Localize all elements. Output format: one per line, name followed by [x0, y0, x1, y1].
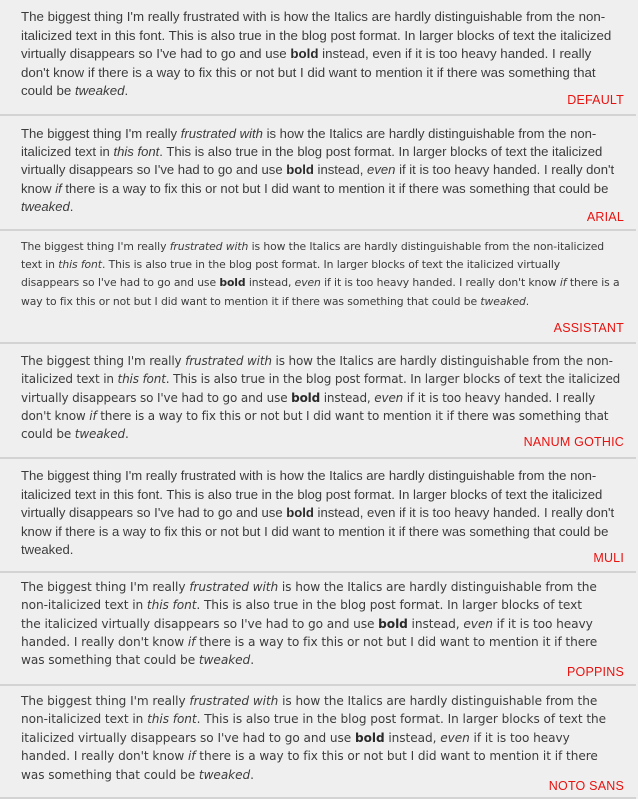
text-segment: if it is too heavy handed. I really don't know: [21, 390, 596, 423]
italic-segment: frustrated with: [180, 126, 263, 141]
bold-segment: bold: [286, 505, 314, 520]
italic-segment: this font: [147, 712, 197, 727]
text-segment: instead,: [313, 162, 368, 178]
text-segment: if it is too heavy handed. I really don't know: [21, 162, 615, 196]
sample-paragraph: [21, 352, 623, 443]
font-sample-default: [0, 0, 636, 114]
text-segment: there is a way to fix this or not but I did want to mention it if there was something that could be: [61, 180, 609, 196]
text-segment: The biggest thing I'm really: [21, 468, 181, 483]
text-segment: if it is too heavy handed. I really don't know: [320, 276, 560, 290]
text-segment: there is a way to fix this or not but I did want to mention it if there was something that could be: [61, 523, 609, 539]
text-segment: there is a way to fix this or not but I did want to mention it if there was something that could be: [21, 749, 598, 782]
italic-segment: this font: [114, 27, 162, 43]
bold-segment: bold: [354, 730, 385, 745]
text-segment: instead,: [245, 276, 295, 290]
italic-segment: even: [294, 276, 321, 290]
text-segment: there is a way to fix this or not but I did want to mention it if there was something that could be: [21, 634, 598, 668]
italic-segment: this font: [113, 486, 160, 502]
font-sample-assistant: [0, 229, 636, 342]
font-label: NANUM GOTHIC: [523, 435, 624, 449]
italic-segment: if: [55, 180, 62, 196]
text-segment: The biggest thing I'm really: [21, 694, 190, 708]
text-segment: The biggest thing I'm really: [21, 240, 170, 253]
text-segment: . This is also true in the blog post format. In larger blocks of text the italicized virtually disappears so I've had to go and use: [21, 258, 561, 290]
italic-segment: if: [187, 749, 196, 764]
italic-segment: if: [187, 634, 196, 649]
bold-segment: bold: [291, 390, 321, 405]
sample-paragraph: [21, 238, 621, 311]
text-segment: is how the Italics are hardly distinguishable from the non-italicized text in: [21, 9, 606, 43]
italic-segment: tweaked: [21, 198, 70, 214]
italic-segment: tweaked: [21, 542, 70, 557]
italic-segment: tweaked: [74, 83, 125, 98]
sample-paragraph: [21, 467, 621, 560]
font-label: ASSISTANT: [553, 321, 624, 335]
text-segment: there is a way to fix this or not but I did want to mention it if there was something that could be: [21, 276, 620, 308]
sample-paragraph: [21, 578, 601, 669]
italic-segment: this font: [117, 372, 166, 387]
text-segment: The biggest thing I'm really: [21, 9, 184, 24]
italic-segment: frustrated with: [169, 240, 249, 253]
font-label: POPPINS: [567, 665, 624, 679]
italic-segment: tweaked: [74, 427, 125, 442]
font-label: MULI: [593, 551, 624, 565]
italic-segment: this font: [58, 258, 102, 272]
italic-segment: frustrated with: [180, 468, 263, 483]
text-segment: there is a way to fix this or not but I did want to mention it if there was something that could be: [21, 408, 609, 442]
text-segment: The biggest thing I'm really: [21, 126, 181, 141]
text-segment: is how the Italics are hardly distinguishable from the non-italicized text in: [21, 240, 605, 272]
italic-segment: even: [372, 46, 402, 61]
italic-segment: tweaked: [198, 653, 251, 668]
italic-segment: if: [55, 523, 62, 539]
text-segment: if it is too heavy handed. I really don't know: [21, 730, 570, 764]
bold-segment: bold: [219, 276, 246, 290]
font-label: ARIAL: [586, 210, 624, 224]
italic-segment: if: [87, 64, 95, 80]
text-segment: instead,: [313, 505, 368, 520]
text-segment: .: [69, 198, 74, 214]
font-label: DEFAULT: [567, 93, 624, 107]
font-sample-muli: [0, 457, 636, 571]
text-segment: .: [525, 294, 530, 308]
bold-segment: bold: [290, 46, 319, 61]
text-segment: if it is too heavy handed. I really don't know: [21, 616, 593, 649]
italic-segment: tweaked: [198, 767, 251, 782]
text-segment: is how the Italics are hardly distinguishable from the non-italicized text in: [21, 468, 597, 502]
text-segment: .: [69, 542, 74, 557]
text-segment: is how the Italics are hardly distinguishable from the non-italicized text in: [21, 354, 613, 387]
sample-paragraph: [21, 125, 619, 216]
text-segment: .: [124, 427, 129, 442]
text-segment: instead,: [407, 616, 464, 631]
sample-paragraph: [21, 692, 621, 784]
italic-segment: even: [440, 730, 470, 745]
text-segment: . This is also true in the blog post format. In larger blocks of text the italicized virtually disappears so I've had to go and use: [21, 598, 582, 631]
text-segment: . This is also true in the blog post format. In larger blocks of text the italicized virtually disappears so I've had to go and use: [21, 372, 621, 405]
italic-segment: even: [463, 616, 493, 631]
text-segment: is how the Italics are hardly distinguishable from the non-italicized text in: [21, 694, 598, 727]
text-segment: instead,: [318, 46, 373, 61]
text-segment: .: [250, 653, 254, 668]
text-segment: . This is also true in the blog post format. In larger blocks of text the italicized virtually disappears so I've had to go and use: [21, 27, 612, 61]
italic-segment: frustrated with: [185, 354, 272, 368]
text-segment: The biggest thing I'm really: [21, 580, 190, 594]
italic-segment: this font: [146, 598, 197, 613]
text-segment: . This is also true in the blog post format. In larger blocks of text the italicized virtually disappears so I've had to go and use: [21, 712, 607, 745]
italic-segment: even: [367, 505, 396, 520]
italic-segment: frustrated with: [189, 694, 279, 708]
italic-segment: frustrated with: [189, 580, 279, 594]
text-segment: . This is also true in the blog post format. In larger blocks of text the italicized virtually disappears so I've had to go and use: [21, 486, 603, 520]
font-sample-nanum-gothic: [0, 342, 636, 457]
text-segment: .: [250, 767, 254, 782]
text-segment: The biggest thing I'm really: [21, 354, 186, 368]
italic-segment: even: [374, 390, 404, 405]
text-segment: is how the Italics are hardly distinguishable from the non-italicized text in: [21, 126, 597, 160]
italic-segment: this font: [113, 144, 160, 160]
bold-segment: bold: [286, 162, 314, 178]
text-segment: .: [124, 83, 129, 98]
bold-segment: bold: [378, 616, 408, 631]
italic-segment: if: [89, 408, 97, 423]
italic-segment: even: [367, 162, 396, 178]
text-segment: is how the Italics are hardly distinguishable from the non-italicized text in: [21, 580, 597, 613]
font-sample-arial: [0, 114, 636, 229]
text-segment: there is a way to fix this or not but I did want to mention it if there was something that could be: [21, 64, 596, 98]
italic-segment: tweaked: [480, 294, 526, 308]
text-segment: if it is too heavy handed. I really don't know: [21, 505, 615, 539]
italic-segment: frustrated with: [183, 9, 267, 24]
text-segment: . This is also true in the blog post format. In larger blocks of text the italicized virtually disappears so I've had to go and use: [21, 144, 603, 178]
text-segment: instead,: [384, 730, 441, 745]
italic-segment: if: [559, 276, 567, 290]
text-segment: instead,: [320, 390, 375, 405]
text-segment: if it is too heavy handed. I really don't know: [21, 46, 592, 80]
sample-paragraph: [21, 8, 621, 101]
font-sample-poppins: [0, 571, 636, 684]
font-sample-noto-sans: [0, 684, 636, 799]
font-label: NOTO SANS: [548, 779, 624, 793]
